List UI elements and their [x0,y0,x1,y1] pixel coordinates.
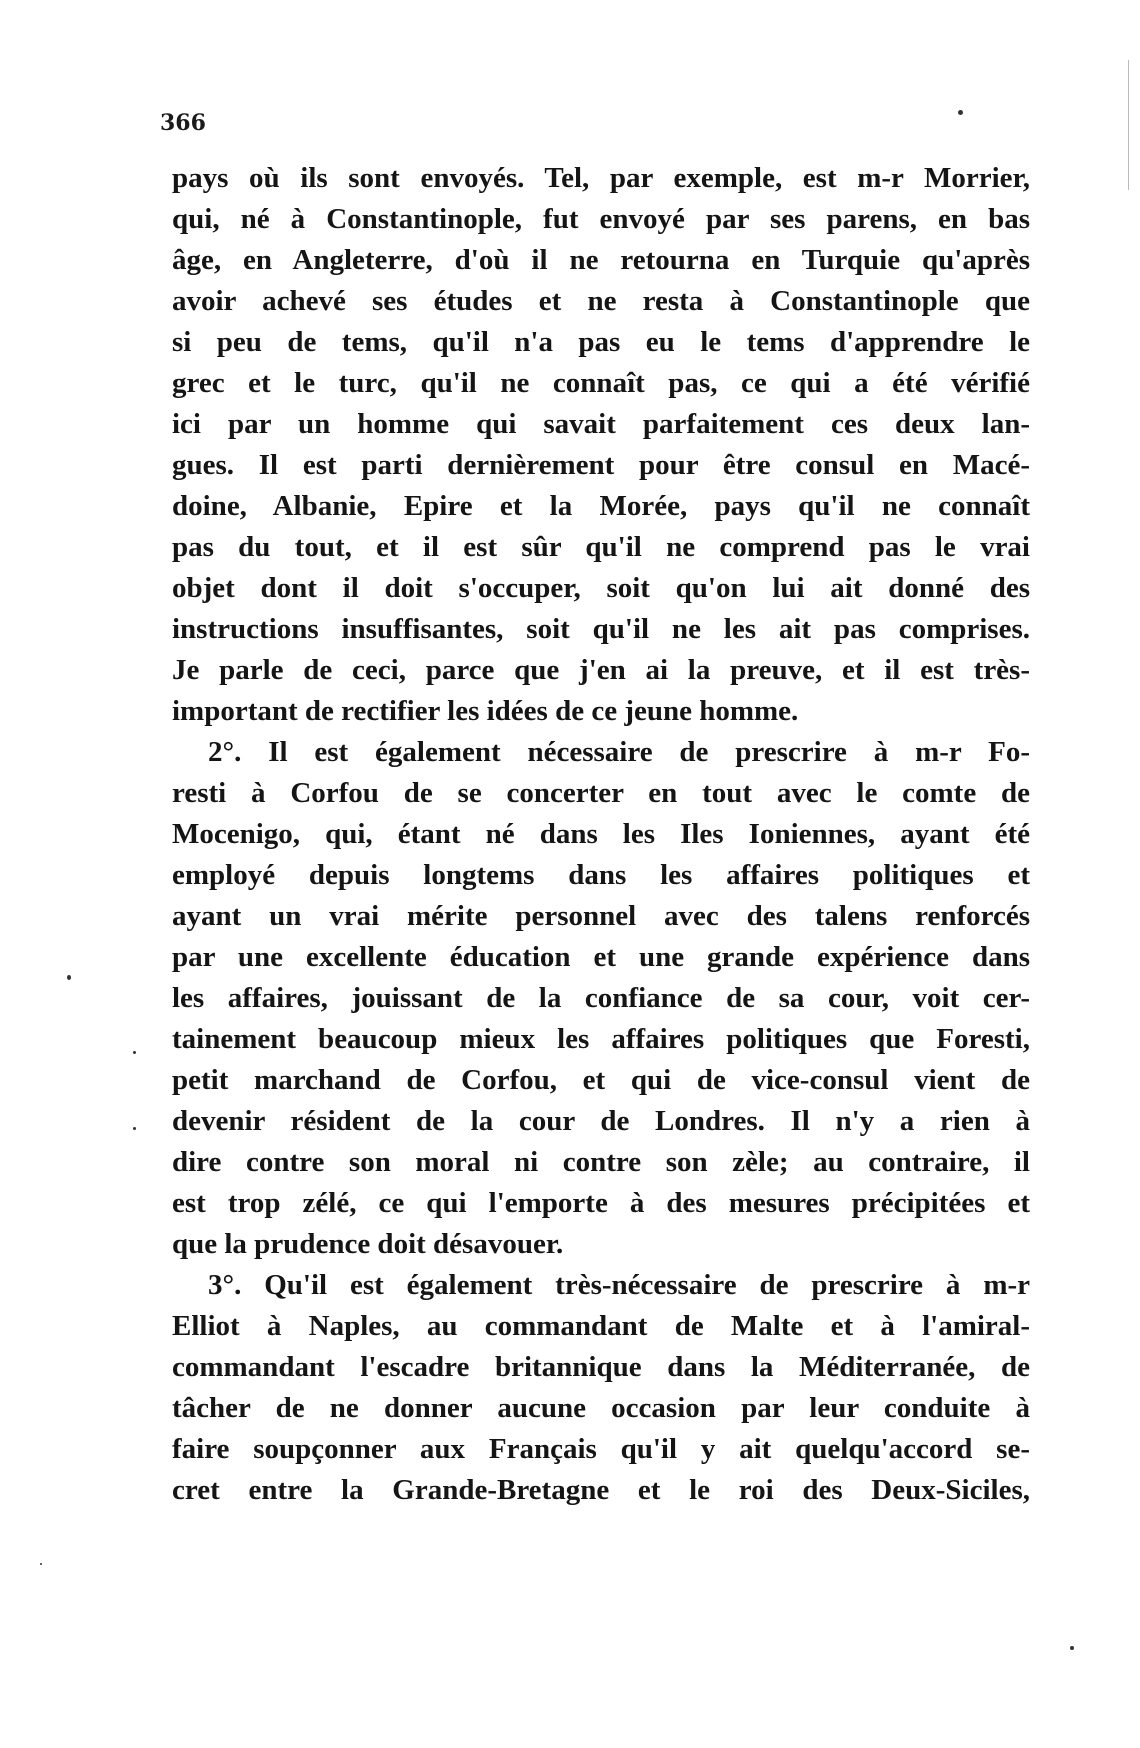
text-line: cret entre la Grande-Bretagne et le roi des Deux-Siciles, [172,1474,1030,1506]
text-line: objet dont il doit s'occuper, soit qu'on lui ait donné des [172,572,1030,604]
text-line: resti à Corfou de se concerter en tout avec le comte de [172,777,1030,809]
text-line: 3°. Qu'il est également très-nécessaire de prescrire à m-r [208,1269,1030,1301]
text-line: tainement beaucoup mieux les affaires politiques que Foresti, [172,1023,1030,1055]
print-speck [133,1127,136,1130]
text-line: ayant un vrai mérite personnel avec des talens renforcés [172,900,1030,932]
text-line: âge, en Angleterre, d'où il ne retourna en Turquie qu'après [172,244,1030,276]
text-line: grec et le turc, qu'il ne connaît pas, ce qui a été vérifié [172,367,1030,399]
text-line: Je parle de ceci, parce que j'en ai la preuve, et il est très- [172,654,1030,686]
text-line: pas du tout, et il est sûr qu'il ne comprend pas le vrai [172,531,1030,563]
text-line: si peu de tems, qu'il n'a pas eu le tems d'apprendre le [172,326,1030,358]
print-speck [40,1563,42,1565]
text-line: pays où ils sont envoyés. Tel, par exemple, est m-r Morrier, [172,162,1030,194]
print-speck [958,110,963,115]
scan-edge-line [1128,60,1129,190]
text-line: les affaires, jouissant de la confiance de sa cour, voit cer- [172,982,1030,1014]
text-line: devenir résident de la cour de Londres. Il n'y a rien à [172,1105,1030,1137]
text-line: important de rectifier les idées de ce jeune homme. [172,695,799,727]
text-line: instructions insuffisantes, soit qu'il ne les ait pas comprises. [172,613,1030,645]
print-speck [67,975,71,980]
text-line: 2°. Il est également nécessaire de prescrire à m-r Fo- [208,736,1030,768]
text-line: gues. Il est parti dernièrement pour être consul en Macé- [172,449,1030,481]
text-line: est trop zélé, ce qui l'emporte à des mesures précipitées et [172,1187,1030,1219]
print-speck [133,1051,136,1054]
text-line: faire soupçonner aux Français qu'il y ait quelqu'accord se- [172,1433,1030,1465]
text-line: Elliot à Naples, au commandant de Malte et à l'amiral- [172,1310,1030,1342]
text-line: employé depuis longtems dans les affaires politiques et [172,859,1030,891]
text-line: commandant l'escadre britannique dans la Méditerranée, de [172,1351,1030,1383]
text-line: Mocenigo, qui, étant né dans les Iles Ioniennes, ayant été [172,818,1030,850]
text-line: petit marchand de Corfou, et qui de vice-consul vient de [172,1064,1030,1096]
text-line: que la prudence doit désavouer. [172,1228,564,1260]
text-line: dire contre son moral ni contre son zèle; au contraire, il [172,1146,1030,1178]
text-line: ici par un homme qui savait parfaitement ces deux lan- [172,408,1030,440]
text-line: tâcher de ne donner aucune occasion par leur conduite à [172,1392,1030,1424]
body-text [172,158,1030,1511]
text-line: doine, Albanie, Epire et la Morée, pays qu'il ne connaît [172,490,1030,522]
text-line: par une excellente éducation et une grande expérience dans [172,941,1030,973]
print-speck [1070,1646,1074,1650]
text-line: avoir achevé ses études et ne resta à Constantinople que [172,285,1030,317]
page-number: 366 [160,110,206,136]
text-line: qui, né à Constantinople, fut envoyé par ses parens, en bas [172,203,1030,235]
